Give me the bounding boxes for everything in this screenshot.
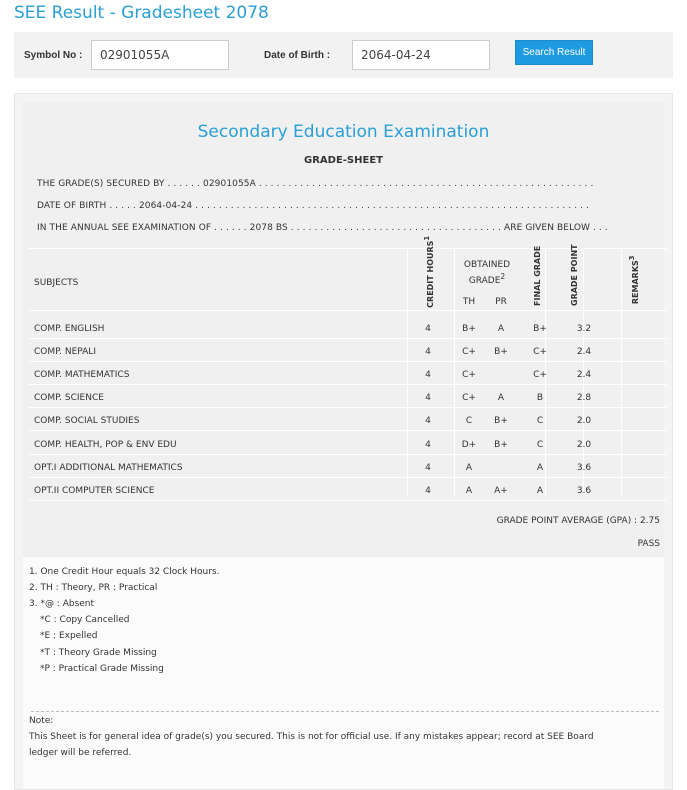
row-separator — [29, 361, 667, 362]
row-final: B+ — [533, 324, 547, 334]
row-pr: A+ — [494, 486, 508, 496]
row-grade-point: 2.0 — [576, 416, 592, 426]
row-subject: COMP. SOCIAL STUDIES — [34, 416, 140, 426]
footnote-mark: 1 — [423, 235, 432, 241]
row-credit: 4 — [425, 463, 431, 473]
dob-line: DATE OF BIRTH . . . . . 2064-04-24 . . . . . . . . . . . . . . . . . . . . . . . . . . . . . . . . . . . . . . . . . . . . . . . . . . . . . . . . . . . . . . . . . . . — [37, 201, 590, 211]
row-credit: 4 — [425, 393, 431, 403]
table-border — [621, 248, 622, 496]
footnote-mark: 2 — [500, 272, 506, 281]
row-th: C — [465, 416, 473, 426]
row-pr: B+ — [494, 416, 508, 426]
row-final: A — [536, 463, 544, 473]
result-status: PASS — [637, 539, 660, 549]
header-credit-hours — [422, 235, 436, 308]
secured-by-line: THE GRADE(S) SECURED BY . . . . . . 02901055A . . . . . . . . . . . . . . . . . . . . . . . . . . . . . . . . . . . . . . . . . . . . . . . . . . . . . . . . . — [37, 179, 594, 189]
note-text: This Sheet is for general idea of grade(s) you secured. This is not for official use. If any mistakes appear; record at SEE Board — [29, 732, 594, 742]
row-th: C+ — [462, 347, 476, 357]
row-th: A — [465, 486, 473, 496]
note-heading: Note: — [29, 716, 54, 726]
note-item: 1. One Credit Hour equals 32 Clock Hours. — [29, 567, 220, 577]
exam-year-line: IN THE ANNUAL SEE EXAMINATION OF . . . . . . 2078 BS . . . . . . . . . . . . . . . . . . . . . . . . . . . . . . . . . . . . ARE GIVEN BELOW . . . — [37, 223, 608, 233]
row-pr: A — [497, 324, 505, 334]
row-separator — [29, 338, 667, 339]
row-th: C+ — [462, 370, 476, 380]
row-separator — [29, 430, 667, 431]
row-subject: COMP. NEPALI — [34, 347, 96, 357]
search-form — [14, 32, 673, 78]
footnote-mark: 3 — [628, 255, 637, 261]
row-final: B — [536, 393, 544, 403]
row-separator — [29, 454, 667, 455]
row-final: C — [536, 440, 544, 450]
row-final: C+ — [533, 370, 547, 380]
divider — [31, 711, 659, 712]
date-of-birth-input[interactable]: 2064-04-24 — [352, 40, 490, 70]
row-final: A — [536, 486, 544, 496]
dob-label: Date of Birth : — [264, 50, 331, 61]
row-grade-point: 2.4 — [576, 370, 592, 380]
page-title: SEE Result - Gradesheet 2078 — [14, 3, 269, 23]
row-grade-point: 2.8 — [576, 393, 592, 403]
gradesheet-container — [14, 93, 673, 790]
header-credit-hours-text: CREDIT HOURS — [425, 240, 435, 308]
gradesheet — [23, 102, 664, 789]
search-result-button[interactable]: Search Result — [515, 40, 593, 65]
row-credit: 4 — [425, 416, 431, 426]
header-grade-point: GRADE POINT — [570, 244, 579, 306]
symbol-number-input[interactable]: 02901055A — [91, 40, 229, 70]
header-remarks-text: REMARKS — [630, 260, 640, 305]
row-subject: COMP. ENGLISH — [34, 324, 105, 334]
row-credit: 4 — [425, 486, 431, 496]
header-obtained-grade-text: OBTAINED GRADE — [463, 260, 511, 286]
row-separator — [29, 384, 667, 385]
row-separator — [29, 477, 667, 478]
row-grade-point: 3.6 — [576, 463, 592, 473]
row-th: D+ — [461, 440, 477, 450]
row-credit: 4 — [425, 370, 431, 380]
note-item: 2. TH : Theory, PR : Practical — [29, 583, 158, 593]
note-item: *C : Copy Cancelled — [40, 615, 130, 625]
row-pr: A — [497, 393, 505, 403]
row-grade-point: 3.2 — [576, 324, 592, 334]
row-grade-point: 2.4 — [576, 347, 592, 357]
row-th: A — [465, 463, 473, 473]
row-grade-point: 2.0 — [576, 440, 592, 450]
gpa-line: GRADE POINT AVERAGE (GPA) : 2.75 — [496, 516, 660, 526]
row-subject: COMP. SCIENCE — [34, 393, 104, 403]
note-item: 3. *@ : Absent — [29, 599, 95, 609]
notes-section — [23, 557, 664, 789]
header-subjects: SUBJECTS — [34, 278, 79, 288]
row-subject: COMP. HEALTH, POP & ENV EDU — [34, 440, 177, 450]
row-grade-point: 3.6 — [576, 486, 592, 496]
row-subject: COMP. MATHEMATICS — [34, 370, 130, 380]
row-final: C+ — [533, 347, 547, 357]
header-final-grade: FINAL GRADE — [533, 245, 542, 306]
note-item: *P : Practical Grade Missing — [40, 664, 164, 674]
row-pr: B+ — [494, 440, 508, 450]
row-credit: 4 — [425, 347, 431, 357]
row-final: C — [536, 416, 544, 426]
row-th: C+ — [462, 393, 476, 403]
row-separator — [29, 500, 667, 501]
header-remarks — [627, 252, 641, 308]
exam-title: Secondary Education Examination — [197, 122, 490, 142]
gradesheet-heading: GRADE-SHEET — [304, 155, 383, 166]
table-border — [407, 248, 408, 496]
row-subject: OPT.II COMPUTER SCIENCE — [34, 486, 155, 496]
table-border — [29, 310, 667, 311]
note-text: ledger will be referred. — [29, 748, 132, 758]
row-credit: 4 — [425, 324, 431, 334]
symbol-label: Symbol No : — [24, 50, 83, 61]
row-credit: 4 — [425, 440, 431, 450]
header-obtained-grade — [459, 259, 515, 287]
header-pr: PR — [495, 297, 507, 307]
row-separator — [29, 407, 667, 408]
row-subject: OPT.I ADDITIONAL MATHEMATICS — [34, 463, 183, 473]
row-th: B+ — [462, 324, 476, 334]
header-th: TH — [462, 297, 476, 307]
note-item: *E : Expelled — [40, 631, 98, 641]
row-pr: B+ — [494, 347, 508, 357]
note-item: *T : Theory Grade Missing — [40, 648, 157, 658]
